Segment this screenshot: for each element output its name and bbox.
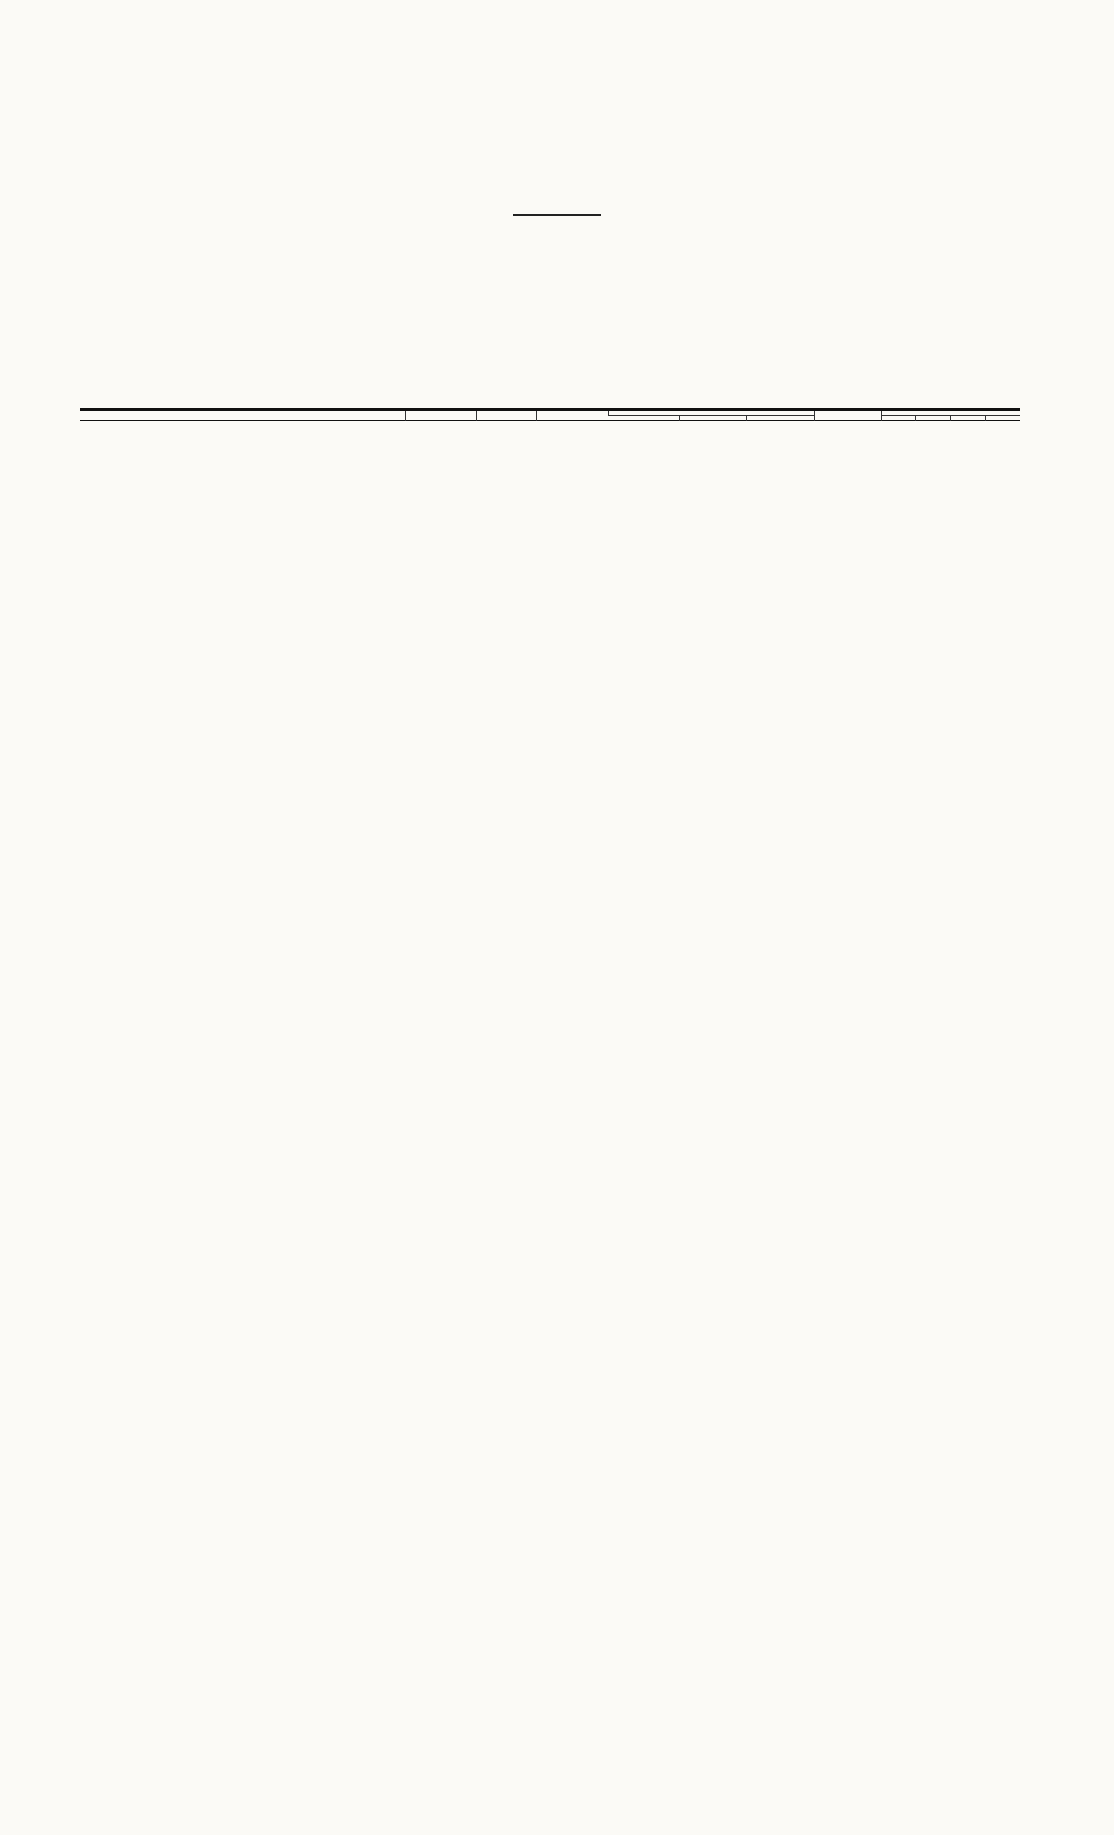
col-pct-fc [985,416,1020,421]
col-exported [477,410,537,421]
col-industry [80,410,406,421]
col-united-kingdom [608,416,679,421]
col-home-consumption [537,410,608,421]
col-pct-nz [881,416,916,421]
col-foreign-countries [747,416,814,421]
col-british-possessions [680,416,747,421]
col-pct-bp [951,416,986,421]
col-total-consumption [814,410,881,421]
col-pct-uk [916,416,951,421]
title-rule [513,214,601,216]
col-output [406,410,477,421]
statistics-table [80,408,1020,421]
